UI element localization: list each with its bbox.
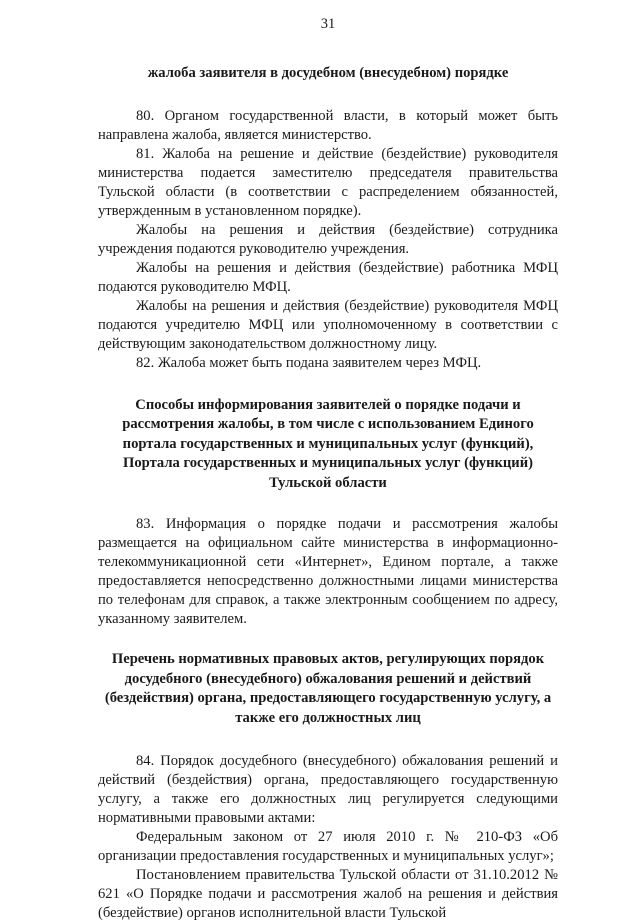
paragraph-83: 83. Информация о порядке подачи и рассмотрения жалобы размещается на официальном сайте министерства в информационно-телекоммуникационной сети «Интернет», Едином портале, а также предоставляется непосредственно должностными лицами министерства по телефонам для справок, а также электронным сообщением по адресу, указанному заявителем.	[98, 516, 558, 627]
section-heading-complaint-authority: жалоба заявителя в досудебном (внесудебном) порядке	[147, 65, 509, 81]
section-legal-acts	[98, 752, 558, 923]
document-page	[98, 0, 558, 923]
paragraph-82: 82. Жалоба может быть подана заявителем через МФЦ.	[136, 354, 482, 371]
paragraph-84: 84. Порядок досудебного (внесудебного) обжалования решений и действий (бездействия) органа, предоставляющего государственную услугу, а также его должностных лиц регулируется следующими нормативными правовыми актами:	[98, 753, 558, 826]
section-heading-informing-applicants: Способы информирования заявителей о порядке подачи и рассмотрения жалобы, в том числе с использованием Единого портала государственных и муниципальных услуг (функций), Портала государственных и муниципальных услуг (функций) Тульской области	[122, 396, 534, 491]
paragraph-mfc-head-complaints: Жалобы на решения и действия (бездействие) руководителя МФЦ подаются учредителю МФЦ или уполномоченному в соответствии с действующим законодательством должностному лицу.	[98, 297, 558, 352]
paragraph-81: 81. Жалоба на решение и действие (бездействие) руководителя министерства подается заместителю председателя правительства Тульской области (в соответствии с распределением обязанностей, утвержденным в установленном порядке).	[98, 145, 558, 219]
paragraph-80: 80. Органом государственной власти, в который может быть направлена жалоба, является министерство.	[98, 107, 558, 143]
section-complaint-authority	[98, 107, 558, 373]
page-number: 31	[320, 16, 336, 32]
paragraph-employee-complaints: Жалобы на решения и действия (бездействие) сотрудника учреждения подаются руководителю учреждения.	[98, 221, 558, 257]
section-informing-applicants	[98, 515, 558, 629]
section-heading-legal-acts: Перечень нормативных правовых актов, регулирующих порядок досудебного (внесудебного) обжалования решений и действий (бездействия) органа, предоставляющего государственную услугу, а также его должностных лиц	[104, 651, 552, 726]
paragraph-mfc-worker-complaints: Жалобы на решения и действия (бездействие) работника МФЦ подаются руководителю МФЦ.	[98, 259, 558, 295]
paragraph-regional-resolution: Постановлением правительства Тульской области от 31.10.2012 № 621 «О Порядке подачи и рассмотрения жалоб на решения и действия (бездействие) органов исполнительной власти Тульской	[98, 867, 558, 921]
paragraph-federal-law: Федеральным законом от 27 июля 2010 г. № 210-ФЗ «Об организации предоставления государственных и муниципальных услуг»;	[98, 829, 558, 864]
